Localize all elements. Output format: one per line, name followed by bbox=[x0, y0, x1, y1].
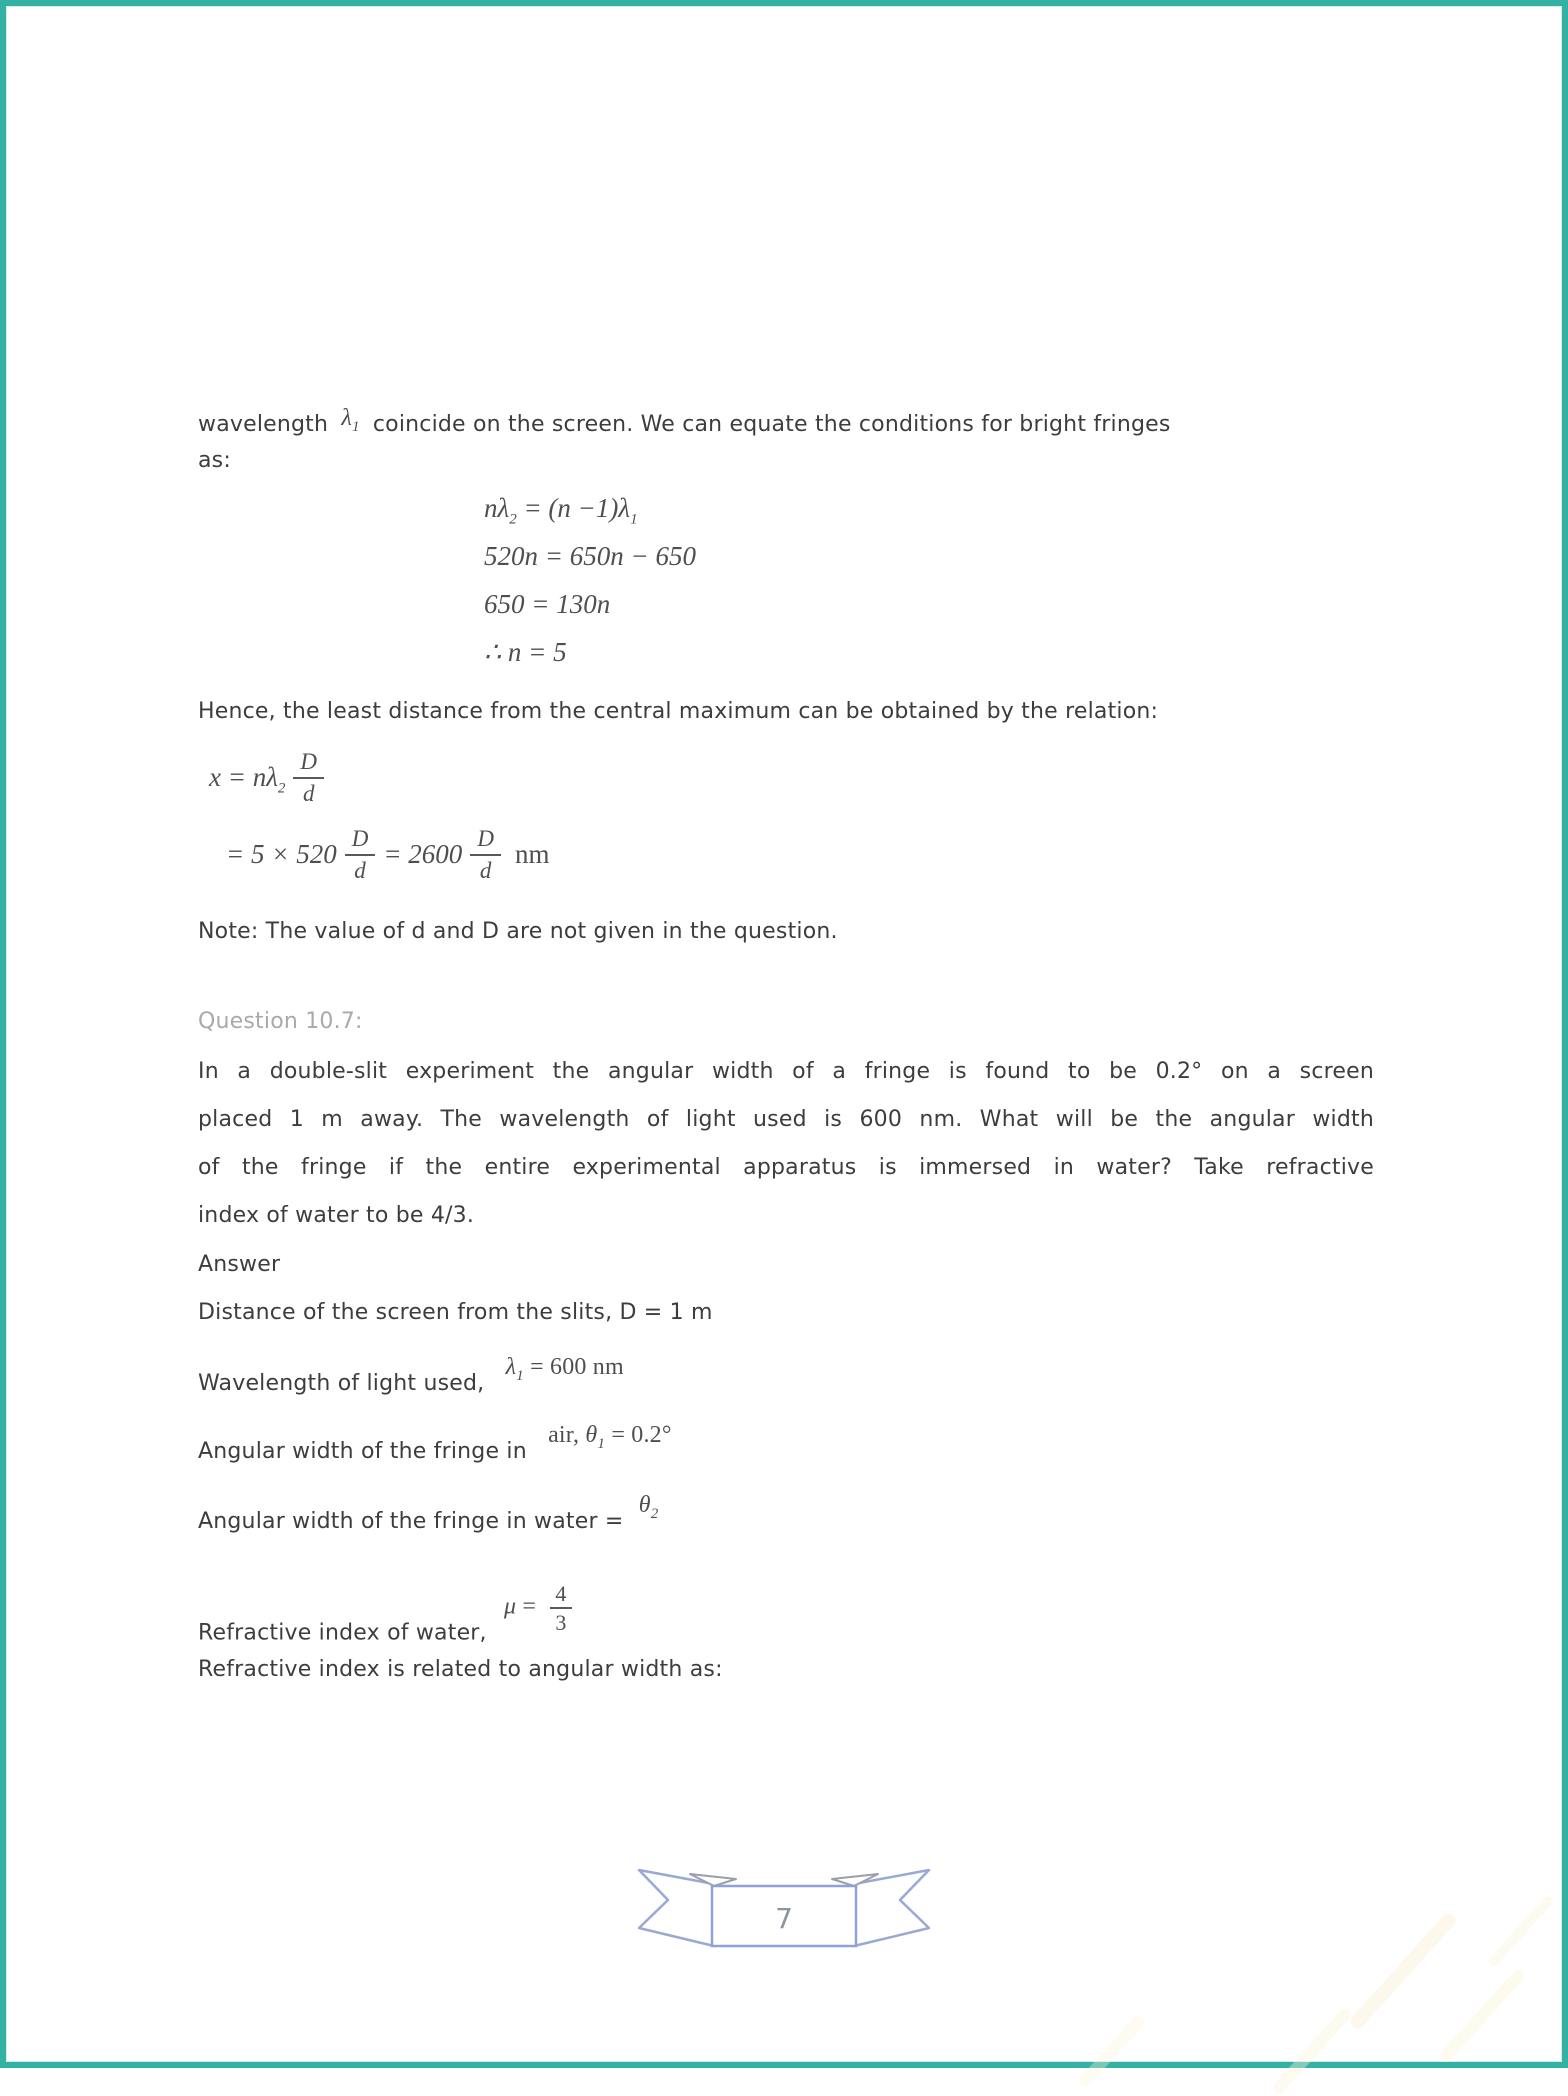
lambda-subscript: 1 bbox=[516, 1367, 524, 1384]
fraction-numerator: D bbox=[293, 749, 324, 779]
fraction-numerator: D bbox=[345, 826, 376, 856]
question-text-line: In a double-slit experiment the angular width of a fringe is found to be 0.2° on a screen bbox=[198, 1059, 1374, 1084]
question-heading: Question 10.7: bbox=[198, 1009, 363, 1034]
note-line: Note: The value of d and D are not given in the question. bbox=[198, 919, 838, 944]
theta-subscript: 1 bbox=[597, 1435, 606, 1452]
theta-symbol: θ bbox=[585, 1422, 598, 1448]
intro-text-post: coincide on the screen. We can equate the conditions for bright fringes bbox=[372, 412, 1171, 437]
bright-fringe-equations bbox=[484, 484, 696, 676]
x-eq2-unit: nm bbox=[514, 839, 550, 870]
fraction-numerator: 4 bbox=[550, 1582, 571, 1609]
eq1-rhs: = (n −1)λ bbox=[516, 493, 631, 523]
page-number-ribbon bbox=[636, 1862, 932, 1954]
theta2-inline-math bbox=[638, 1491, 659, 1522]
eq1-rhs-sub: 1 bbox=[630, 511, 638, 528]
equation-line-4: ∴ n = 5 bbox=[484, 637, 567, 667]
x-eq2-part1: = 5 × 520 bbox=[226, 839, 337, 870]
lambda-subscript: 1 bbox=[351, 418, 360, 435]
distance-line: Distance of the screen from the slits, D = 1 m bbox=[198, 1300, 713, 1325]
x-equation bbox=[209, 749, 332, 806]
watermark-streak bbox=[1437, 1967, 1526, 2064]
fraction-denominator: d bbox=[354, 858, 366, 884]
question-text-line: placed 1 m away. The wavelength of light used is 600 nm. What will be the angular width bbox=[198, 1107, 1374, 1132]
fraction-denominator: 3 bbox=[555, 1610, 567, 1636]
theta-subscript: 2 bbox=[650, 1505, 659, 1522]
page-number: 7 bbox=[775, 1902, 793, 1935]
theta1-value: = 0.2° bbox=[605, 1422, 672, 1448]
x-eq2-part2: = 2600 bbox=[383, 839, 463, 870]
mu-inline-math bbox=[504, 1582, 572, 1634]
wavelength-line bbox=[198, 1354, 624, 1398]
x-eq-lhs-sub: 2 bbox=[277, 780, 286, 797]
question-text-line: index of water to be 4/3. bbox=[198, 1203, 475, 1228]
question-paragraph bbox=[198, 1048, 1374, 1240]
question-text-line: of the fringe if the entire experimental apparatus is immersed in water? Take refractive bbox=[198, 1155, 1374, 1180]
equation-line-1 bbox=[484, 484, 696, 532]
wavelength-line-text: Wavelength of light used, bbox=[198, 1371, 485, 1396]
lambda1-inline-math bbox=[341, 404, 360, 435]
theta-symbol: θ bbox=[638, 1492, 651, 1518]
fraction-D-over-d bbox=[345, 826, 376, 883]
angular-width-water-line bbox=[198, 1492, 659, 1536]
intro-line-2: as: bbox=[198, 448, 231, 473]
mu-symbol: μ bbox=[503, 1593, 517, 1620]
hence-line: Hence, the least distance from the central maximum can be obtained by the relation: bbox=[198, 699, 1159, 724]
eq1-lhs-sub: 2 bbox=[509, 511, 517, 528]
intro-text-pre: wavelength bbox=[198, 412, 329, 437]
fraction-D-over-d bbox=[293, 749, 324, 806]
x-equation-evaluated bbox=[226, 826, 549, 883]
angular-air-inline-math bbox=[548, 1421, 672, 1452]
equation-line-3: 650 = 130n bbox=[484, 589, 611, 619]
air-word: air, bbox=[548, 1422, 586, 1448]
fraction-denominator: d bbox=[302, 781, 315, 807]
watermark-streak bbox=[1487, 1894, 1555, 1968]
fraction-4-over-3 bbox=[550, 1582, 571, 1634]
lambda-symbol: λ bbox=[341, 405, 352, 431]
intro-line-1 bbox=[198, 405, 1171, 439]
angular-air-text: Angular width of the fringe in bbox=[198, 1439, 527, 1464]
watermark-streak bbox=[1348, 1911, 1459, 2032]
watermark-streak bbox=[1271, 2006, 1354, 2096]
answer-label: Answer bbox=[198, 1252, 281, 1277]
watermark-streak bbox=[1077, 2014, 1146, 2089]
equals-sign: = bbox=[516, 1593, 543, 1620]
eq1-lhs: nλ bbox=[484, 493, 510, 523]
angular-water-text: Angular width of the fringe in water = bbox=[198, 1509, 624, 1534]
x-eq-lhs bbox=[209, 762, 286, 797]
angular-width-air-line bbox=[198, 1422, 672, 1466]
fraction-D-over-d bbox=[470, 826, 501, 883]
refractive-index-text: Refractive index of water, bbox=[198, 1620, 487, 1646]
lambda-symbol: λ bbox=[505, 1354, 517, 1380]
x-eq-lhs-text: x = nλ bbox=[209, 762, 278, 793]
fraction-numerator: D bbox=[470, 826, 501, 856]
refractive-index-line bbox=[198, 1581, 572, 1660]
wavelength-value: = 600 nm bbox=[523, 1354, 624, 1380]
fraction-denominator: d bbox=[479, 858, 492, 884]
equation-line-2: 520n = 650n − 650 bbox=[484, 541, 696, 571]
wavelength-inline-math bbox=[505, 1353, 624, 1384]
related-line: Refractive index is related to angular width as: bbox=[198, 1657, 723, 1682]
